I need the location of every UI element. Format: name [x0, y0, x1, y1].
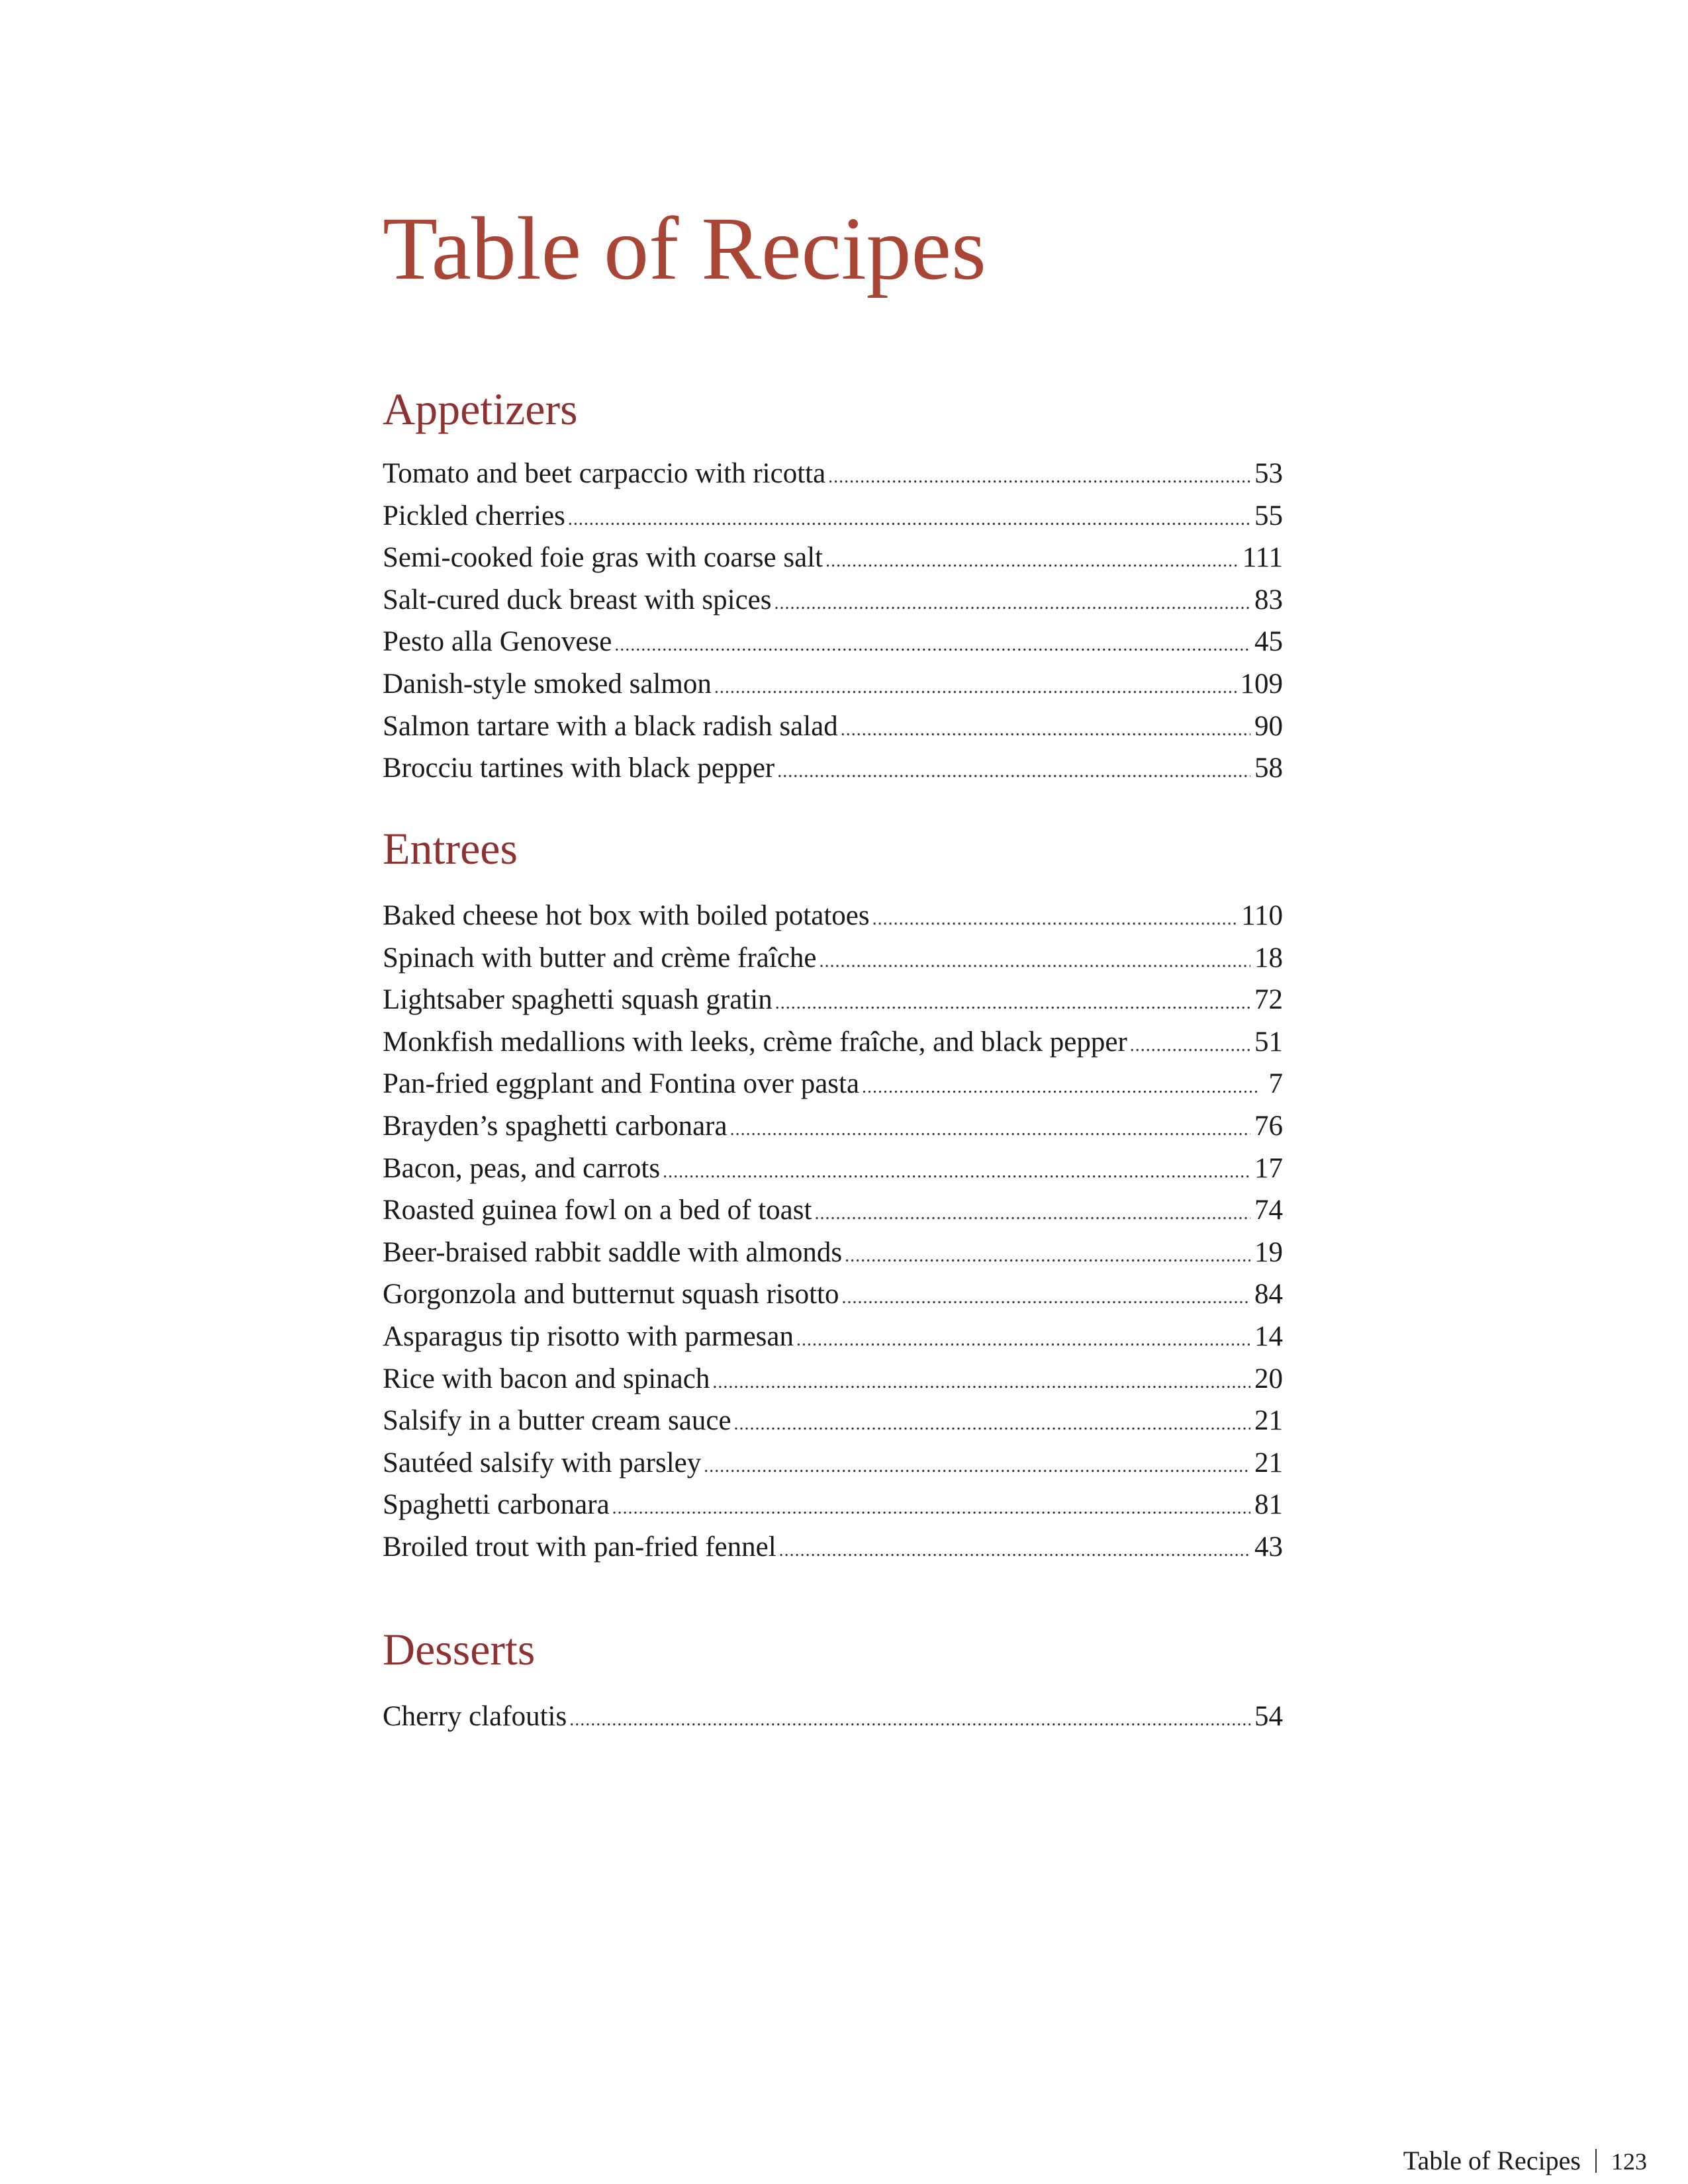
- recipe-entry: [383, 747, 1283, 790]
- recipe-page-number: 43: [1254, 1531, 1283, 1563]
- dot-leader: [872, 898, 1237, 940]
- recipe-entry: [383, 1273, 1283, 1316]
- recipe-page-number: 110: [1241, 900, 1283, 931]
- recipe-page-number: 18: [1254, 942, 1283, 974]
- dot-leader: [612, 1487, 1250, 1529]
- recipe-page-number: 111: [1242, 542, 1283, 574]
- dot-leader: [845, 1235, 1250, 1277]
- recipe-page-number: 20: [1254, 1363, 1283, 1394]
- recipe-entry: [383, 1021, 1283, 1064]
- recipe-title: Monkfish medallions with leeks, crème fraîche, and black pepper: [383, 1026, 1127, 1058]
- recipe-entry: [383, 1484, 1283, 1526]
- dot-leader: [774, 582, 1251, 625]
- recipe-title: Salmon tartare with a black radish salad: [383, 710, 838, 742]
- dot-leader: [730, 1109, 1250, 1151]
- recipe-title: Spinach with butter and crème fraîche: [383, 942, 817, 974]
- dot-leader: [614, 624, 1250, 666]
- dot-leader: [569, 1699, 1250, 1741]
- recipe-title: Semi-cooked foie gras with coarse salt: [383, 542, 823, 574]
- dot-leader: [819, 940, 1250, 983]
- recipe-entry: [383, 1400, 1283, 1442]
- section-entrees: [383, 822, 1283, 1563]
- recipe-title: Broiled trout with pan-fried fennel: [383, 1531, 776, 1563]
- recipe-entry: [383, 1063, 1283, 1105]
- recipe-page-number: 76: [1254, 1110, 1283, 1142]
- recipe-page-number: 72: [1254, 984, 1283, 1016]
- dot-leader: [814, 1193, 1250, 1235]
- recipe-title: Gorgonzola and butternut squash risotto: [383, 1279, 839, 1310]
- recipe-page-number: 51: [1254, 1026, 1283, 1058]
- recipe-page-number: 90: [1254, 710, 1283, 742]
- page-title: Table of Recipes: [383, 199, 986, 298]
- recipe-title: Roasted guinea fowl on a bed of toast: [383, 1195, 812, 1226]
- recipe-entry: [383, 663, 1283, 705]
- recipe-entry: [383, 621, 1283, 663]
- recipe-list: [383, 1696, 1283, 1738]
- recipe-entry: [383, 895, 1283, 937]
- dot-leader: [828, 456, 1250, 498]
- dot-leader: [712, 1361, 1250, 1404]
- section-appetizers: [383, 383, 1283, 784]
- dot-leader: [568, 498, 1250, 541]
- recipe-page-number: 19: [1254, 1236, 1283, 1268]
- recipe-entry: [383, 1526, 1283, 1569]
- recipe-page-number: 45: [1254, 626, 1283, 658]
- recipe-title: Beer-braised rabbit saddle with almonds: [383, 1236, 843, 1268]
- recipe-page-number: 55: [1254, 500, 1283, 531]
- recipe-title: Bacon, peas, and carrots: [383, 1152, 661, 1184]
- dot-leader: [842, 1277, 1251, 1319]
- dot-leader: [841, 709, 1250, 751]
- recipe-entry: [383, 495, 1283, 537]
- recipe-page-number: 54: [1254, 1701, 1283, 1732]
- recipe-page-number: 84: [1254, 1279, 1283, 1310]
- recipe-title: Salt-cured duck breast with spices: [383, 584, 772, 615]
- recipe-entry: [383, 1148, 1283, 1190]
- recipe-entry: [383, 1696, 1283, 1738]
- recipe-title: Sautéed salsify with parsley: [383, 1447, 702, 1479]
- recipe-entry: [383, 1316, 1283, 1358]
- recipe-page-number: 83: [1254, 584, 1283, 615]
- dot-leader: [734, 1403, 1250, 1445]
- recipe-entry: [383, 1105, 1283, 1148]
- recipe-entry: [383, 937, 1283, 979]
- recipe-title: Lightsaber spaghetti squash gratin: [383, 984, 773, 1016]
- recipe-title: Brocciu tartines with black pepper: [383, 752, 775, 784]
- recipe-list: [383, 453, 1283, 790]
- recipe-list: [383, 895, 1283, 1569]
- recipe-title: Pan-fried eggplant and Fontina over pasta: [383, 1068, 860, 1100]
- recipe-title: Pesto alla Genovese: [383, 626, 612, 658]
- dot-leader: [714, 666, 1237, 709]
- section-heading: Entrees: [383, 823, 518, 874]
- dot-leader: [779, 1529, 1250, 1572]
- dot-leader: [825, 540, 1239, 582]
- dot-leader: [796, 1319, 1250, 1361]
- recipe-page-number: 14: [1254, 1320, 1283, 1352]
- recipe-entry: [383, 453, 1283, 495]
- recipe-entry: [383, 579, 1283, 621]
- footer-page-number: 123: [1611, 2148, 1647, 2175]
- section-heading: Appetizers: [383, 384, 578, 434]
- recipe-title: Baked cheese hot box with boiled potatoes: [383, 900, 870, 931]
- section-desserts: [383, 1623, 1283, 1732]
- recipe-title: Spaghetti carbonara: [383, 1489, 610, 1521]
- recipe-title: Rice with bacon and spinach: [383, 1363, 710, 1394]
- recipe-page-number: 21: [1254, 1405, 1283, 1437]
- recipe-title: Cherry clafoutis: [383, 1701, 567, 1732]
- recipe-page-number: 7: [1268, 1068, 1283, 1100]
- recipe-page-number: 53: [1254, 458, 1283, 489]
- recipe-entry: [383, 1189, 1283, 1232]
- page-footer: [1403, 2144, 1647, 2178]
- dot-leader: [862, 1066, 1260, 1109]
- recipe-title: Danish-style smoked salmon: [383, 668, 712, 700]
- recipe-page-number: 74: [1254, 1195, 1283, 1226]
- recipe-entry: [383, 979, 1283, 1021]
- dot-leader: [663, 1151, 1250, 1193]
- dot-leader: [704, 1445, 1250, 1488]
- recipe-page-number: 58: [1254, 752, 1283, 784]
- recipe-entry: [383, 1232, 1283, 1274]
- recipe-title: Tomato and beet carpaccio with ricotta: [383, 458, 826, 489]
- recipe-entry: [383, 1442, 1283, 1484]
- recipe-entry: [383, 537, 1283, 579]
- recipe-title: Asparagus tip risotto with parmesan: [383, 1320, 794, 1352]
- recipe-page-number: 81: [1254, 1489, 1283, 1521]
- dot-leader: [775, 982, 1250, 1024]
- recipe-entry: [383, 1358, 1283, 1400]
- recipe-title: Brayden’s spaghetti carbonara: [383, 1110, 727, 1142]
- dot-leader: [1130, 1024, 1250, 1067]
- recipe-page-number: 21: [1254, 1447, 1283, 1479]
- section-heading: Desserts: [383, 1624, 536, 1674]
- recipe-title: Salsify in a butter cream sauce: [383, 1405, 731, 1437]
- recipe-title: Pickled cherries: [383, 500, 565, 531]
- footer-divider: [1595, 2149, 1597, 2173]
- recipe-page-number: 109: [1240, 668, 1283, 700]
- recipe-entry: [383, 705, 1283, 748]
- dot-leader: [777, 751, 1250, 793]
- recipe-page-number: 17: [1254, 1152, 1283, 1184]
- footer-label: Table of Recipes: [1403, 2146, 1581, 2175]
